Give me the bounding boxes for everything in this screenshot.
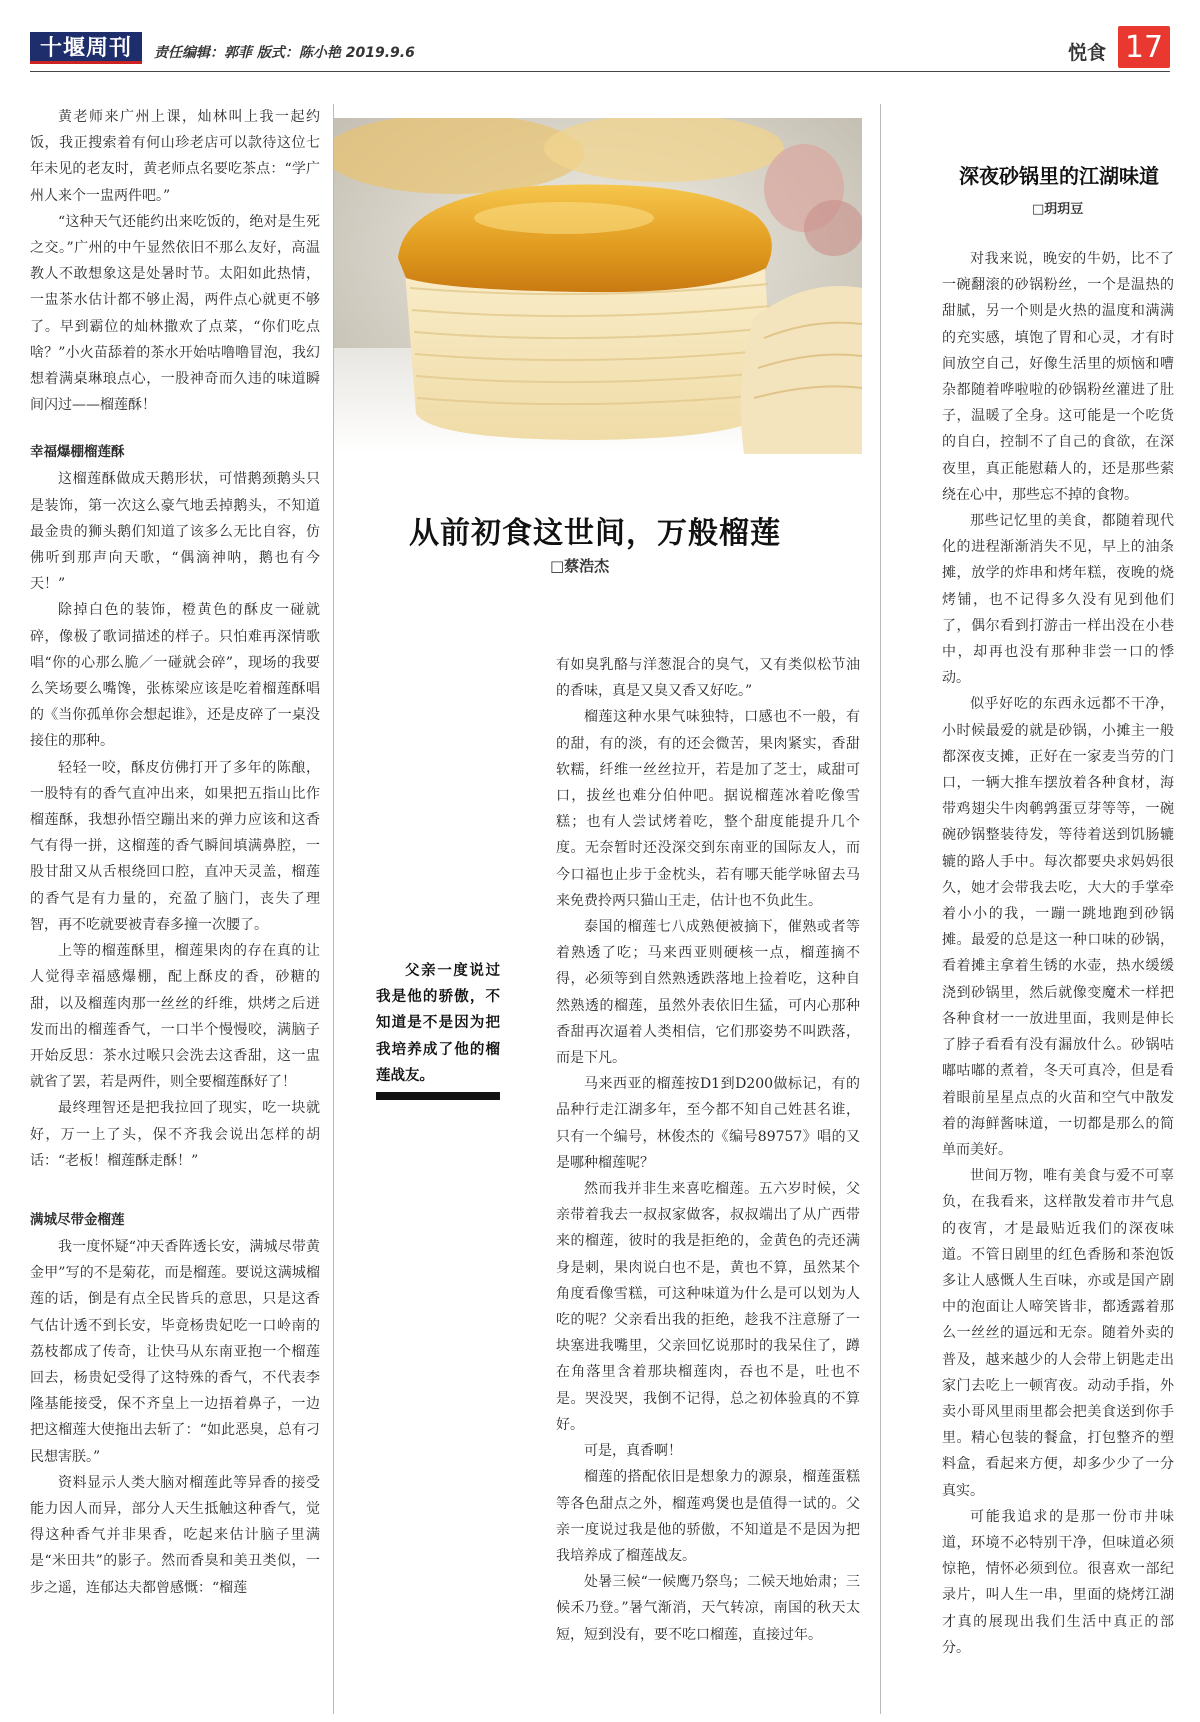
paragraph: 可是，真香啊！ (584, 1443, 682, 1460)
paragraph: 可能我追求的是那一份市井味道，环境不必特别干净，但味道必须惊艳，情怀必须到位。很喜欢一部纪录片，叫人生一串，里面的烧烤江湖才真的展现出我们生活中真正的部分。 (942, 1508, 1174, 1656)
paragraph: 马来西亚的榴莲按D1到D200做标记，有的品种行走江湖多年，至今都不知自己姓甚名谁，只有一个编号，林俊杰的《编号89757》唱的又是哪种榴莲呢？ (556, 1076, 860, 1171)
paragraph: 处暑三候“一候鹰乃祭鸟；二候天地始肃；三候禾乃登。”暑气渐消，天气转凉，南国的秋天太短，短到没有，要不吃口榴莲，直接过年。 (556, 1574, 860, 1643)
logo-text: 十堰周刊 (39, 35, 132, 61)
side-article-title: 深夜砂锅里的江湖味道 (959, 164, 1159, 188)
main-article-column-3 (556, 652, 860, 1716)
column-divider (880, 104, 881, 1714)
side-article-column (942, 246, 1174, 1716)
page-number-badge: 17 (1118, 26, 1170, 68)
paragraph: 榴莲的搭配依旧是想象力的源泉，榴莲蛋糕等各色甜点之外，榴莲鸡煲也是值得一试的。父亲一度说过我是他的骄傲，不知道是不是因为把我培养成了榴莲战友。 (556, 1469, 860, 1564)
pull-quote-bar (376, 1092, 500, 1100)
editor-credits: 责任编辑：郭菲 版式：陈小艳 2019.9.6 (154, 45, 415, 61)
section-name: 悦食 (1067, 42, 1106, 64)
paragraph: 对我来说，晚安的牛奶，比不了一碗翻滚的砂锅粉丝，一个是温热的甜腻，另一个则是火热的温度和满满的充实感，填饱了胃和心灵，才有时间放空自己，好像生活里的烦恼和嘈杂都随着哗啦啦的砂锅粉丝灌进了肚子，温暖了全身。这可能是一个吃货的自白，控制不了自己的食欲，在深夜里，真正能慰藉人的，还是那些萦绕在心中，那些忘不掉的食物。 (942, 251, 1174, 503)
section-heading: 幸福爆棚榴莲酥 (30, 444, 125, 461)
paragraph: 世间万物，唯有美食与爱不可辜负，在我看来，这样散发着市井气息的夜宵，才是最贴近我们的深夜味道。不管日剧里的红色香肠和茶泡饭多让人感慨人生百味，亦或是国产剧中的泡面让人啼笑皆非，都透露着那么一丝丝的逼远和无奈。随着外卖的普及，越来越少的人会带上钥匙走出家门去吃上一顿宵夜。动动手指，外卖小哥风里雨里都会把美食送到你手里。精心包装的餐盒，打包整齐的塑料盒，看起来方便，却多少少了一分真实。 (942, 1168, 1174, 1499)
main-article-title: 从前初食这世间，万般榴莲 (409, 516, 781, 551)
paragraph: 榴莲这种水果气味独特，口感也不一般，有的甜，有的淡，有的还会微苦，果肉紧实，香甜软糯，纤维一丝丝拉开，若是加了芝士，咸甜可口，拔丝也难分伯仲吧。据说榴莲冰着吃像雪糕；也有人尝试烤着吃，整个甜度能提升几个度。无奈暂时还没深交到东南亚的国际友人，而今口福也止步于金枕头，若有哪天能学咏留去马来免费拎两只猫山王走，估计也不负此生。 (556, 709, 860, 909)
paragraph: 除掉白色的装饰，橙黄色的酥皮一碰就碎，像极了歌词描述的样子。只怕难再深情歌唱“你的心那么脆／一碰就会碎”，现场的我要么笑场要么嘴馋，张栋梁应该是吃着榴莲酥唱的《当你孤单你会想起谁》，还是皮碎了一桌没接住的那种。 (30, 602, 320, 750)
paragraph: “这种天气还能约出来吃饭的，绝对是生死之交。”广州的中午显然依旧不那么友好，高温教人不敢想象这是处暑时节。太阳如此热情，一盅茶水估计都不够止渴，两件点心就更不够了。早到霸位的灿林撒欢了点菜，“你们吃点啥？”小火苗舔着的茶水开始咕噜噜冒泡，我幻想着满桌琳琅点心，一股神奇而久违的味道瞬间闪过——榴莲酥！ (30, 213, 320, 414)
paragraph: 黄老师来广州上课，灿林叫上我一起约饭，我正搜索着有何山珍老店可以款待这位七年未见的老友时，黄老师点名要吃茶点：“学广州人来个一盅两件吧。” (30, 109, 320, 204)
paragraph: 这榴莲酥做成天鹅形状，可惜鹅颈鹅头只是装饰，第一次这么豪气地丢掉鹅头，不知道最金贵的狮头鹅们知道了该多么无比自容，仿佛听到那声向天歌，“偶滴神呐，鹅也有今天！” (30, 471, 320, 593)
paragraph: 上等的榴莲酥里，榴莲果肉的存在真的让人觉得幸福感爆棚，配上酥皮的香，砂糖的甜，以及榴莲肉那一丝丝的纤维，烘烤之后迸发而出的榴莲香气，一口半个慢慢咬，满脑子开始反思：茶水过喉只会洗去这香甜，这一盅就省了罢，若是两件，则全要榴莲酥好了！ (30, 943, 320, 1091)
paragraph: 那些记忆里的美食，都随着现代化的进程渐渐消失不见，早上的油条摊，放学的炸串和烤年糕，夜晚的烧烤铺，也不记得多久没有见到他们了，偶尔看到打游击一样出没在小巷中，却再也没有那种非尝一口的悸动。 (942, 513, 1174, 687)
paragraph: 最终理智还是把我拉回了现实，吃一块就好，万一上了头，保不齐我会说出怎样的胡话：“老板！榴莲酥走酥！” (30, 1100, 320, 1169)
publication-logo (30, 32, 142, 64)
paragraph: 有如臭乳酪与洋葱混合的臭气，又有类似松节油的香味，真是又臭又香又好吃。” (556, 657, 860, 700)
paragraph: 似乎好吃的东西永远都不干净，小时候最爱的就是砂锅，小摊主一般都深夜支摊，正好在一家麦当劳的门口，一辆大推车摆放着各种食材，海带鸡翅尖牛肉鹌鹑蛋豆芽等等，一碗碗砂锅整装待发，等待着送到饥肠辘辘的路人手中。每次都要央求妈妈很久，她才会带我去吃，大大的手掌牵着小小的我，一蹦一跳地跑到砂锅摊。最爱的总是这一种口味的砂锅，看着摊主拿着生锈的水壶，热水缓缓浇到砂锅里，然后就像变魔术一样把各种食材一一放进里面，我则是伸长了脖子看看有没有漏放什么。砂锅咕嘟咕嘟的煮着，冬天可真冷，但是看着眼前星星点点的火苗和空气中散发着的海鲜酱味道，一切都是那么的简单而美好。 (942, 696, 1174, 1158)
paragraph: 轻轻一咬，酥皮仿佛打开了多年的陈酿，一股特有的香气直冲出来，如果把五指山比作榴莲酥，我想孙悟空蹦出来的弹力应该和这香气有得一拼，这榴莲的香气瞬间填满鼻腔，一股甘甜又从舌根绕回口腔，直冲天灵盖，榴莲的香气是有力量的，充盈了脑门，丧失了理智，再不吃就要被青春多撞一次腰了。 (30, 759, 320, 933)
pull-quote: 父亲一度说过我是他的骄傲，不知道是不是因为把我培养成了他的榴莲战友。 (376, 962, 500, 1084)
paragraph: 我一度怀疑“冲天香阵透长安，满城尽带黄金甲”写的不是菊花，而是榴莲。要说这满城榴莲的话，倒是有点全民皆兵的意思，只是这香气估计透不到长安，毕竟杨贵妃吃一口岭南的荔枝都成了传奇，让快马从东南亚抱一个榴莲回去，杨贵妃受得了这特殊的香气，不代表李隆基能接受，保不齐皇上一边捂着鼻子，一边把这榴莲大使拖出去斩了：“如此恶臭，总有刁民想害朕。” (30, 1238, 320, 1465)
masthead (30, 26, 1170, 72)
durian-pastry-photo (334, 118, 862, 454)
section-heading: 满城尽带金榴莲 (30, 1211, 125, 1228)
main-article-column-1 (30, 104, 320, 1714)
paragraph: 然而我并非生来喜吃榴莲。五六岁时候，父亲带着我去一叔叔家做客，叔叔端出了从广西带来的榴莲，彼时的我是拒绝的，金黄色的壳还满身是刺，果肉说白也不是，黄也不算，虽然某个角度看像雪糕，可这种味道为什么是可以划为人吃的呢？父亲看出我的拒绝，趁我不注意掰了一块塞进我嘴里，父亲回忆说那时的我呆住了，蹲在角落里含着那块榴莲肉，吞也不是，吐也不是。哭没哭，我倒不记得，总之初体验真的不算好。 (556, 1181, 860, 1433)
main-article-author: □蔡浩杰 (550, 557, 610, 575)
paragraph: 泰国的榴莲七八成熟便被摘下，催熟或者等着熟透了吃；马来西亚则硬核一点，榴莲摘不得，必须等到自然熟透跌落地上捡着吃，这种自然熟透的榴莲，虽然外表依旧生猛，可内心那种香甜再次逼着人类相信，它们那姿势不叫跌落，而是下凡。 (556, 919, 860, 1067)
paragraph: 资料显示人类大脑对榴莲此等异香的接受能力因人而异，部分人天生抵触这种香气，觉得这种香气并非果香，吃起来估计脑子里满是“米田共”的影子。然而香臭和美丑类似，一步之遥，连郁达夫都曾感慨：“榴莲 (30, 1474, 320, 1596)
pastry-illustration (334, 118, 862, 454)
side-article-author: □玥玥豆 (1032, 202, 1084, 217)
